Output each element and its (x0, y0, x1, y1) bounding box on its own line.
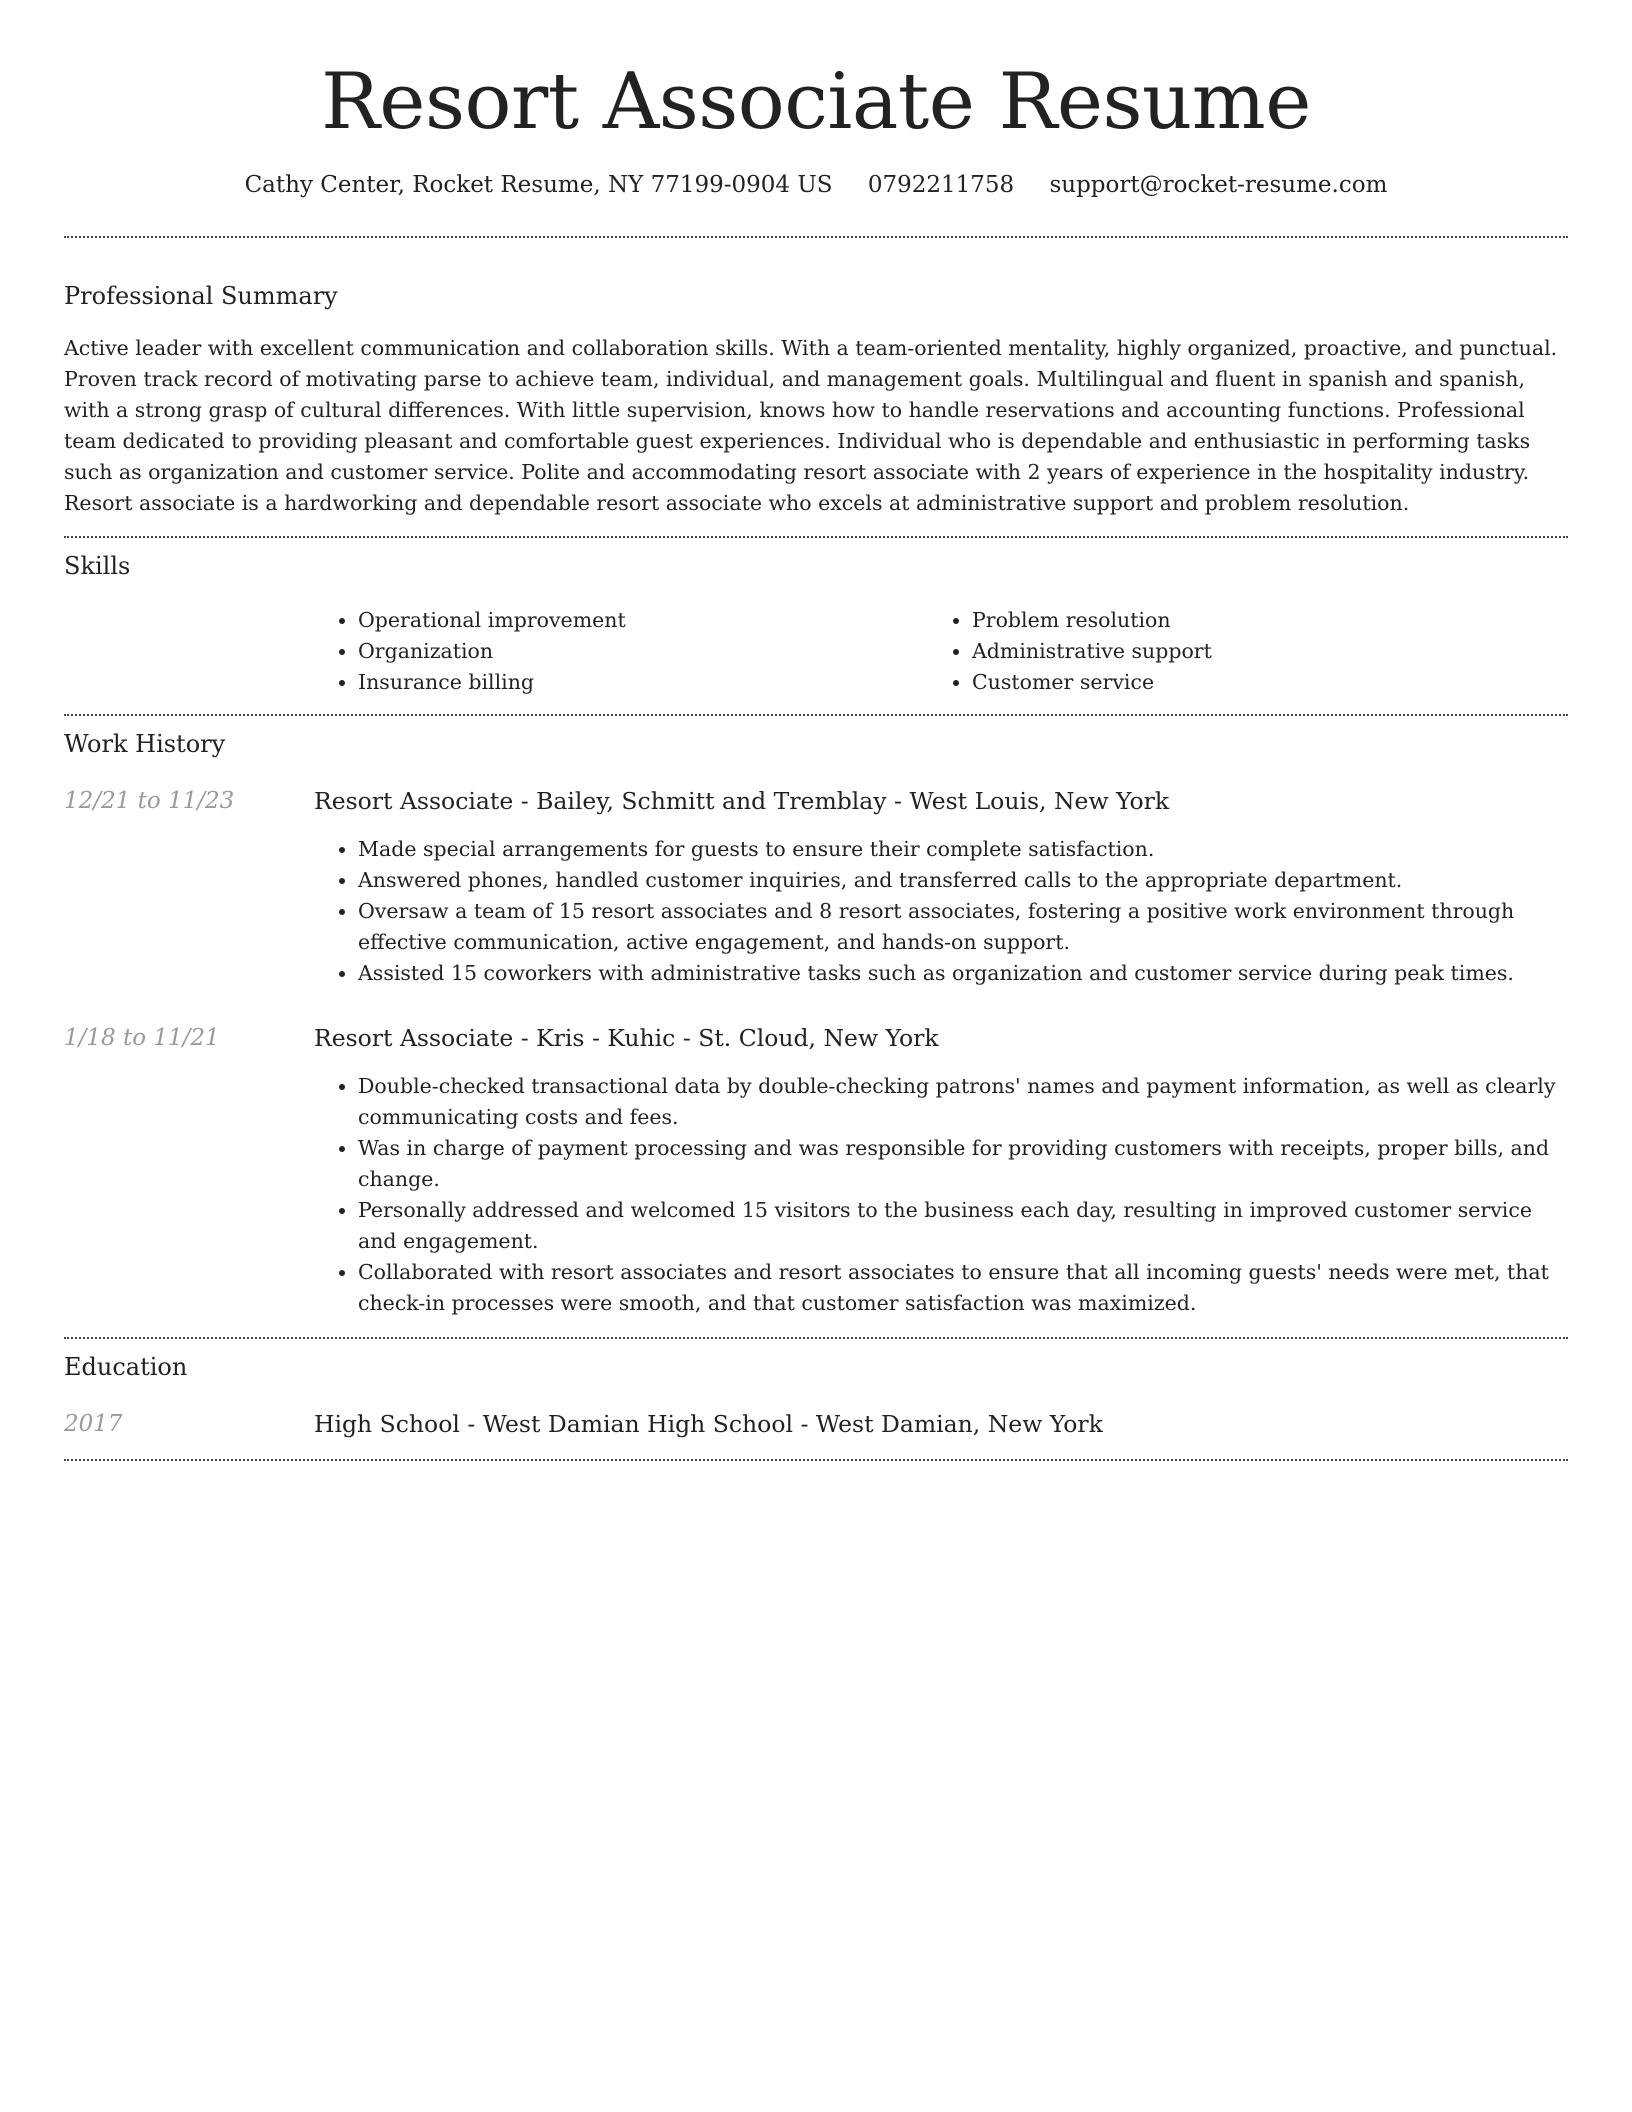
job-bullet: • Was in charge of payment processing and was responsible for providing customers with receipts, proper bills, and change. (358, 1133, 1568, 1195)
job-body (314, 1023, 1568, 1319)
job-bullet: • Oversaw a team of 15 resort associates and 8 resort associates, fostering a positive work environment through effective communication, active engagement, and hands-on support. (358, 896, 1568, 958)
job-bullet: • Assisted 15 coworkers with administrative tasks such as organization and customer service during peak times. (358, 958, 1568, 989)
job-bullet: • Collaborated with resort associates and resort associates to ensure that all incoming guests' needs were met, that check-in processes were smooth, and that customer satisfaction was maximized. (358, 1257, 1568, 1319)
summary-section (64, 281, 1568, 519)
skill-item: • Operational improvement (358, 605, 928, 636)
skills-column-right (928, 605, 1542, 698)
job-body (314, 786, 1568, 989)
job-bullets (314, 1071, 1568, 1319)
contact-line (64, 170, 1568, 200)
education-entry (64, 1409, 1568, 1439)
job-title: Resort Associate - Bailey, Schmitt and Tremblay - West Louis, New York (314, 787, 1170, 815)
skill-item: • Administrative support (972, 636, 1542, 667)
summary-heading: Professional Summary (64, 282, 338, 310)
skills-column-left (314, 605, 928, 698)
resume-title: Resort Associate Resume (321, 57, 1311, 147)
education-title: High School - West Damian High School - West Damian, New York (314, 1410, 1103, 1438)
skill-item: • Customer service (972, 667, 1542, 698)
divider (64, 536, 1568, 538)
contact-email: support@rocket-resume.com (1049, 172, 1388, 198)
summary-text: Active leader with excellent communication and collaboration skills. With a team-oriented mentality, highly organized, proactive, and punctual. Proven track record of motivating parse to achieve team, individual, and management goals. Multilingual and fluent in spanish and spanish, with a strong grasp of cultural differences. With little supervision, knows how to handle reservations and accounting functions. Professional team dedicated to providing pleasant and comfortable guest experiences. Individual who is dependable and enthusiastic in performing tasks such as organization and customer service. Polite and accommodating resort associate with 2 years of experience in the hospitality industry. Resort associate is a hardworking and dependable resort associate who excels at administrative support and problem resolution. (64, 336, 1558, 515)
job-bullet: • Personally addressed and welcomed 15 visitors to the business each day, resulting in improved customer service and engagement. (358, 1195, 1568, 1257)
job-entry (64, 786, 1568, 989)
divider (64, 1459, 1568, 1461)
skills-list (314, 605, 1568, 698)
job-bullet: • Made special arrangements for guests to ensure their complete satisfaction. (358, 834, 1568, 865)
skill-item: • Organization (358, 636, 928, 667)
job-bullet: • Double-checked transactional data by double-checking patrons' names and payment information, as well as clearly communicating costs and fees. (358, 1071, 1568, 1133)
job-bullet: • Answered phones, handled customer inquiries, and transferred calls to the appropriate department. (358, 865, 1568, 896)
divider (64, 1337, 1568, 1339)
resume-page (64, 0, 1568, 1461)
education-heading: Education (64, 1353, 188, 1381)
education-body (314, 1409, 1568, 1439)
contact-address: Cathy Center, Rocket Resume, NY 77199-0904 US (244, 172, 833, 198)
job-bullets (314, 834, 1568, 989)
divider (64, 236, 1568, 238)
education-section (64, 1352, 1568, 1439)
work-history-section (64, 729, 1568, 1319)
contact-phone: 0792211758 (867, 172, 1015, 198)
skills-section (64, 551, 1568, 698)
skill-item: • Insurance billing (358, 667, 928, 698)
job-entry (64, 1023, 1568, 1319)
skills-heading: Skills (64, 552, 131, 580)
job-dates: 12/21 to 11/23 (64, 788, 235, 814)
education-date: 2017 (64, 1411, 123, 1437)
job-dates: 1/18 to 11/21 (64, 1025, 220, 1051)
divider (64, 714, 1568, 716)
job-title: Resort Associate - Kris - Kuhic - St. Cloud, New York (314, 1024, 939, 1052)
work-history-heading: Work History (64, 730, 226, 758)
skill-item: • Problem resolution (972, 605, 1542, 636)
